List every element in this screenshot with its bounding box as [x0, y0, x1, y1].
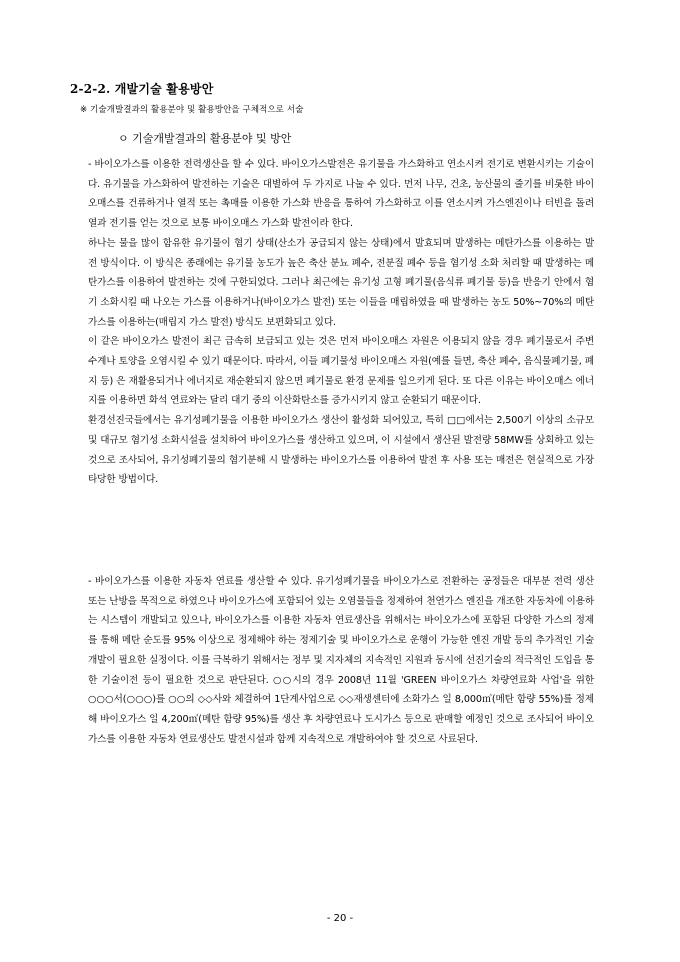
page-number: - 20 -: [326, 913, 354, 924]
paragraph: - 바이오가스를 이용한 자동차 연료를 생산할 수 있다. 유기성폐기물을 바이오가스로 전환하는 공정들은 대부분 전력 생산 또는 난방을 목적으로 하였으나 바이오가스에 포함되어 있는 오염물들을 정제하여 천연가스 엔진을 개조한 자동차에 이용하는 시스템이 개발되고 있으나, 바이오가스를 이용한 자동차 연료생산을 위해서는 바이오가스에 포함된 다양한 가스의 정제를 통해 메탄 순도를 95% 이상으로 정제해야 하는 정제기술 및 바이오가스로 운행이 가능한 엔진 개발 등의 추가적인 기술개발이 필요한 실정이다. 이를 극복하기 위해서는 정부 및 지자체의 지속적인 지원과 동시에 선진기술의 적극적인 도입을 통한 기술이전 등이 필요한 것으로 판단된다. ○○시의 경우 2008년 11월 'GREEN 바이오가스 차량연료화 사업'을 위한 ○○○서(○○○)를 ○○의 ◇◇사와 체결하여 1단계사업으로 ◇◇재생센터에 소화가스 일 8,000㎥(메탄 함량 55%)를 정제해 바이오가스 일 4,200㎥(메탄 함량 95%)를 생산 후 차량연료나 도시가스 등으로 판매할 예정인 것으로 조사되어 바이오가스를 이용한 자동차 연료생산도 발전시설과 함께 지속적으로 개발하여야 할 것으로 사료된다.: [88, 576, 594, 745]
paragraph: 하나는 물을 많이 함유한 유기물이 혐기 상태(산소가 공급되지 않는 상태)에서 발효되며 발생하는 메탄가스를 이용하는 발전 방식이다. 이 방식은 종래에는 유기물 농도가 높은 축산 분뇨 폐수, 전분질 폐수 등을 혐기성 소화 처리할 때 발생하는 메탄가스를 이용하여 발전하는 것에 구한되었다. 그러나 최근에는 유기성 고형 폐기물(음식류 폐기물 등)을 반응기 안에서 혐기 소화시킬 때 나오는 가스를 이용하거나(바이오가스 발전) 또는 이들을 매립하였을 때 발생하는 농도 50%~70%의 메탄가스를 이용하는(매립지 가스 발전) 방식도 보편화되고 있다.: [88, 237, 594, 328]
paragraph: - 바이오가스를 이용한 전력생산을 할 수 있다. 바이오가스발전은 유기물을 가스화하고 연소시켜 전기로 변환시키는 기술이다. 유기물을 가스화하여 발전하는 기술은 대별하여 두 가지로 나눌 수 있다. 먼저 나무, 건초, 농산물의 줄기를 비롯한 바이오매스를 건류하거나 열적 또는 촉매를 이용한 가스화 반응을 통하여 가스화하고 이를 연소시켜 가스엔진이나 터빈을 돌려 열과 전기를 얻는 것으로 보통 바이오매스 가스화 발전이라 한다.: [88, 159, 594, 230]
body-block-power-generation: [88, 155, 594, 490]
instruction-note: ※ 기술개발결과의 활용분야 및 활용방안을 구체적으로 서술: [80, 105, 304, 115]
paragraph: 이 같은 바이오가스 발전이 최근 급속히 보급되고 있는 것은 먼저 바이오매스 자원은 이용되지 않을 경우 폐기물로서 주변 수계나 토양을 오염시킬 수 있기 때문이다. 따라서, 이들 폐기물성 바이오매스 자원(예를 들면, 축산 폐수, 음식물폐기물, 폐지 등) 은 재활용되거나 에너지로 재순환되지 않으면 폐기물로 환경 문제를 일으키게 된다. 또 다른 이유는 바이오매스 에너지를 이용하면 화석 연료와는 달리 대기 중의 이산화탄소를 증가시키지 않고 순환되기 때문이다.: [88, 336, 594, 407]
paragraph: 환경선진국들에서는 유기성폐기물을 이용한 바이오가스 생산이 활성화 되어있고, 특히 □□에서는 2,500기 이상의 소규모 및 대규모 혐기성 소화시설을 설치하여 바이오가스를 생산하고 있으며, 이 시설에서 생산된 발전량 58MW를 상회하고 있는 것으로 조사되어, 유기성폐기물의 혐기분해 시 발생하는 바이오가스를 이용하여 발전 후 사용 또는 매전은 현실적으로 가장 타당한 방법이다.: [88, 415, 594, 486]
section-title: 2-2-2. 개발기술 활용방안: [70, 82, 214, 96]
subheading: ㅇ 기술개발결과의 활용분야 및 방안: [118, 132, 292, 145]
body-block-vehicle-fuel: [88, 572, 594, 749]
